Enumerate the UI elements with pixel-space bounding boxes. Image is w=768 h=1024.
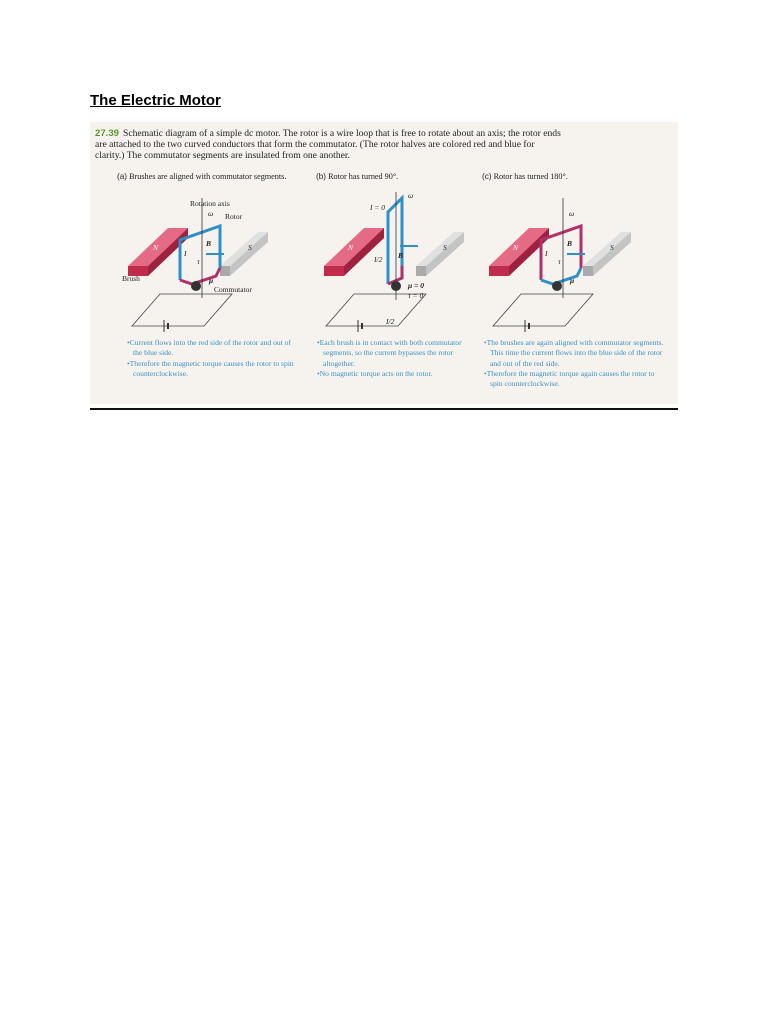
current-label: I bbox=[545, 249, 548, 258]
south-label: S bbox=[610, 243, 614, 252]
commutator-icon bbox=[191, 281, 201, 291]
figure-caption bbox=[95, 128, 565, 162]
panel-a-bullets bbox=[127, 338, 297, 379]
bullet-item: • Therefore the magnetic torque again causes the rotor to spin counterclockwise. bbox=[484, 369, 664, 390]
panel-b-bullets bbox=[317, 338, 472, 379]
figure-number: 27.39 bbox=[95, 128, 120, 139]
north-label: N bbox=[513, 243, 519, 252]
north-label: N bbox=[348, 243, 354, 252]
panel-a-heading bbox=[117, 172, 287, 182]
panel-b-heading bbox=[316, 172, 476, 182]
i-half-label-top: I/2 bbox=[374, 255, 383, 264]
i-half-label-bottom: I/2 bbox=[386, 317, 395, 326]
omega-label: ω bbox=[408, 191, 414, 200]
rotor-blue-half bbox=[388, 198, 402, 284]
bullet-item: • Therefore the magnetic torque causes the rotor to spin counterclockwise. bbox=[127, 359, 297, 380]
page-title: The Electric Motor bbox=[90, 92, 221, 109]
rotor-red-half bbox=[180, 268, 220, 284]
panel-c-heading bbox=[482, 172, 652, 182]
panel-b-diagram bbox=[318, 188, 478, 334]
omega-label: ω bbox=[569, 209, 575, 218]
bullet-item: • No magnetic torque acts on the rotor. bbox=[317, 369, 472, 379]
rotor-label: Rotor bbox=[225, 212, 243, 221]
circuit-wire bbox=[132, 294, 232, 326]
current-label: I bbox=[184, 249, 187, 258]
south-label: S bbox=[443, 243, 447, 252]
tau-label: τ bbox=[197, 257, 200, 266]
north-pole-front bbox=[489, 266, 509, 276]
bullet-item: • Each brush is in contact with both commutator segments, so the current bypasses the rotor altogether. bbox=[317, 338, 472, 369]
mu-label: μ bbox=[570, 276, 575, 285]
panel-c-heading-text: Rotor has turned 180°. bbox=[493, 172, 568, 181]
tau-zero-label: τ = 0 bbox=[408, 291, 424, 300]
rotation-axis-label: Rotation axis bbox=[190, 199, 230, 208]
rotor-blue-half bbox=[541, 268, 581, 284]
caption-text: Schematic diagram of a simple dc motor. The rotor is a wire loop that is free to rotate about an axis; the rotor ends are attached to the two curved conductors that form the commutator. (The rotor halves are colored red and blue for clarity.) The commutator segments are insulated from one another. bbox=[95, 128, 561, 162]
panel-a-heading-text: Brushes are aligned with commutator segments. bbox=[129, 172, 287, 181]
tau-label: τ bbox=[558, 257, 561, 266]
south-pole-front bbox=[416, 266, 426, 276]
south-label: S bbox=[248, 243, 252, 252]
b-label: B bbox=[206, 239, 212, 248]
b-label: B bbox=[567, 239, 573, 248]
commutator-label: Commutator bbox=[214, 285, 252, 294]
panel-c-bullets bbox=[484, 338, 664, 389]
omega-label: ω bbox=[208, 209, 214, 218]
bullet-item: • The brushes are again aligned with commutator segments. This time the current flows into the blue side of the rotor and out of the red side. bbox=[484, 338, 664, 369]
mu-zero-label: μ = 0 bbox=[408, 281, 424, 290]
south-pole-front bbox=[583, 266, 593, 276]
i-zero-label: I = 0 bbox=[370, 203, 386, 212]
panel-b-heading-text: Rotor has turned 90°. bbox=[328, 172, 399, 181]
panel-a-letter: (a) bbox=[117, 172, 128, 181]
circuit-wire bbox=[493, 294, 593, 326]
figure-27-39 bbox=[90, 122, 678, 404]
section-divider bbox=[90, 408, 678, 410]
commutator-icon bbox=[391, 281, 401, 291]
brush-label: Brush bbox=[122, 274, 140, 283]
panel-a-diagram bbox=[120, 188, 280, 334]
panel-c-letter: (c) bbox=[482, 172, 492, 181]
mu-label: μ bbox=[209, 276, 214, 285]
commutator-icon bbox=[552, 281, 562, 291]
north-pole-front bbox=[324, 266, 344, 276]
b-label: B bbox=[398, 251, 404, 260]
bullet-item: • Current flows into the red side of the rotor and out of the blue side. bbox=[127, 338, 297, 359]
panel-b-letter: (b) bbox=[316, 172, 327, 181]
north-label: N bbox=[153, 243, 159, 252]
panel-c-diagram bbox=[483, 188, 643, 334]
